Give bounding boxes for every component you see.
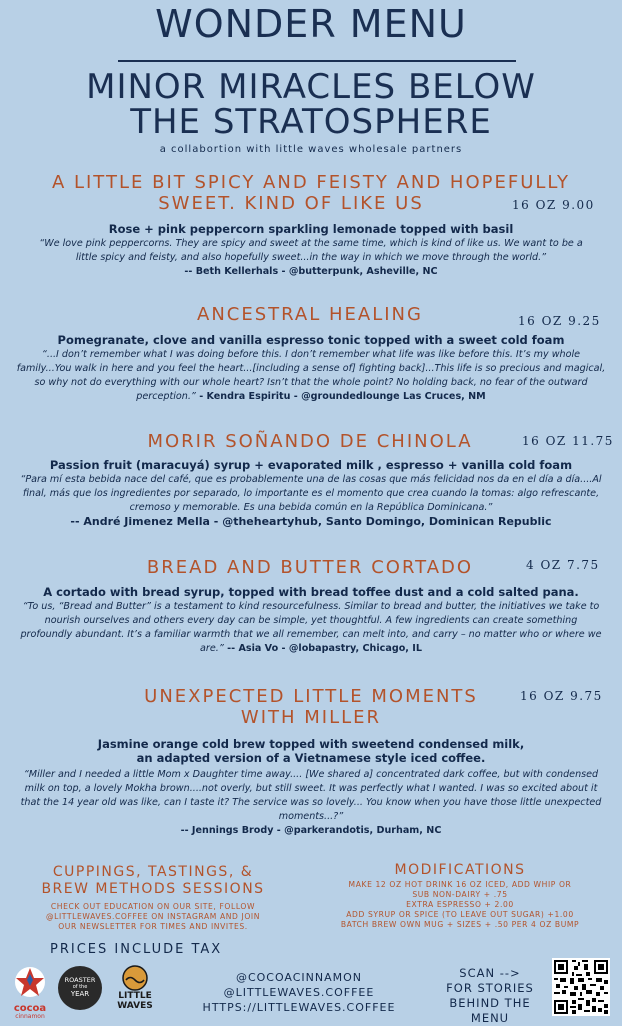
quote-text: “Para mí esta bebida nace del café, que es probablemente una de las cosas que más felicidad nos da en el día a día....Al final, más que los ingredientes por separado, lo importante es el momento que crea cuando la tomas: algo refrescante, cremoso y memorable. Es una bebida común en la República Dominicana.” [20,474,602,513]
title-divider [118,60,516,62]
drink-title-line: A LITTLE BIT SPICY AND FEISTY AND HOPEFULLY [51,172,571,193]
scan-line: SCAN --> [459,966,521,980]
scan-line: BEHIND THE MENU [449,996,531,1025]
scan-line: FOR STORIES [446,981,534,995]
cuppings-body [8,902,298,932]
drink-title-line: WITH MILLER [240,707,382,728]
cuppings-title [8,864,298,898]
menu-subtitle [0,67,622,142]
cuppings-body-line: OUR NEWSLETTER FOR TIMES AND INVITES. [58,922,248,931]
drink-quote [16,768,606,838]
social-links [168,970,430,1015]
drink-description: A cortado with bread syrup, topped with bread toffee dust and a cold salted pana. [43,585,579,599]
modifications-title: MODIFICATIONS [394,862,526,878]
cuppings-title-line: BREW METHODS SESSIONS [41,881,265,897]
drink-description: Pomegranate, clove and vanilla espresso tonic topped with a sweet cold foam [57,333,565,347]
modification-line: SUB NON-DAIRY + .75 [412,890,508,899]
drink-quote [30,237,592,279]
scan-callout [432,966,548,1026]
drink-price: 16 OZ 11.75 [522,434,614,448]
drink-title-line: UNEXPECTED LITTLE MOMENTS [144,686,478,707]
drink-description: Passion fruit (maracuyá) syrup + evaporated milk , espresso + vanilla cold foam [49,458,573,472]
drink-description: Rose + pink peppercorn sparkling lemonade topped with basil [108,222,514,236]
drink-price: 16 OZ 9.75 [520,689,603,703]
modification-line: ADD SYRUP OR SPICE (TO LEAVE OUT SUGAR) +1.00 [346,910,574,919]
instagram-handle[interactable]: @COCOACINNAMON [235,971,363,984]
logo-text: LITTLE [118,991,152,1001]
cocoa-cinnamon-logo [10,966,50,1020]
quote-credit: -- Jennings Brody - @parkerandotis, Durham, NC [180,825,442,836]
quote-credit: -- Beth Kellerhals - @butterpunk, Asheville, NC [184,266,438,277]
cuppings-body-line: @LITTLEWAVES.COFFEE ON INSTAGRAM AND JOIN [45,912,261,921]
subtitle-line-2: THE STRATOSPHERE [130,102,492,142]
drink-price: 16 OZ 9.25 [518,314,601,328]
badge-text: ROASTER [64,976,96,984]
menu-title: WONDER MENU [155,2,467,46]
qr-code-icon[interactable] [552,958,610,1016]
subtitle-line-1: MINOR MIRACLES BELOW [86,67,536,107]
quote-credit: -- Asia Vo - @lobapastry, Chicago, IL [223,643,422,654]
drink-quote [18,600,604,656]
drink-title: BREAD AND BUTTER CORTADO [146,557,474,578]
badge-text: YEAR [70,990,90,998]
cuppings-title-line: CUPPINGS, TASTINGS, & [52,864,254,880]
quote-text: “...I don’t remember what I was doing before this. I don’t remember what life was like before this. It’s my whole family...You walk in here and you feel the heart...[including a sense of] fighting back]...This life is so precious and magical, so why not do everything with our whole heart? Isn’t that the whole point? No holding back, no fear of the outward perception.” [16,349,606,402]
modification-line: BATCH BREW OWN MUG + SIZES + .50 PER 4 OZ BUMP [340,920,580,929]
modification-line: MAKE 12 OZ HOT DRINK 16 OZ ICED, ADD WHIP OR [348,880,572,889]
instagram-handle[interactable]: @LITTLEWAVES.COFFEE [223,986,375,999]
modification-line: EXTRA ESPRESSO + 2.00 [406,900,514,909]
logo-text: WAVES [117,1001,153,1011]
drink-title: ANCESTRAL HEALING [197,304,423,325]
drink-quote [16,473,606,530]
drink-description [12,737,610,765]
quote-credit: - Kendra Espiritu - @groundedlounge Las Cruces, NM [195,391,486,402]
website-link[interactable]: HTTPS://LITTLEWAVES.COFFEE [202,1001,396,1014]
description-line: an adapted version of a Vietnamese style iced coffee. [136,751,486,765]
drink-quote [16,348,606,404]
drink-price: 4 OZ 7.75 [526,558,600,572]
logo-text: cocoa [13,1003,47,1014]
quote-text: “We love pink peppercorns. They are spicy and sweet at the same time, which is kind of like us. We want to be a little spicy and feisty, and also hopefully sweet...in the way in which we move through the world.” [39,238,583,263]
badge-text: of the [72,984,88,990]
drink-title [96,686,526,728]
drink-title-line: SWEET. KIND OF LIKE US [158,193,424,214]
quote-text: “Miller and I needed a little Mom x Daughter time away.... [We shared a] concentrated dark coffee, but with condensed milk on top, a lovely Mokha brown....not overly, but still sweet. It was perfectly what I wanted. I was so excited about it that the 14 year old was like, can I taste it? The service was so lovely... You know when you have those little unexpected moments...?” [20,769,602,822]
description-line: Jasmine orange cold brew topped with sweetend condensed milk, [97,737,525,751]
little-waves-logo [110,964,160,1018]
quote-text: “To us, “Bread and Butter” is a testament to kind resourcefulness. Similar to bread and butter, the initiatives we take to nourish ourselves and others every day can be simple, yet thoughtful. A few ingredients can create something profoundly abundant. It’s a familiar warmth that we all remember, can melt into, and carry – no matter who or where we are.” [20,601,602,654]
drink-price: 16 OZ 9.00 [512,198,595,212]
drink-title: MORIR SOÑANDO DE CHINOLA [147,431,473,452]
quote-credit: -- André Jimenez Mella - @theheartyhub, Santo Domingo, Dominican Republic [70,515,552,528]
prices-include-tax: PRICES INCLUDE TAX [50,942,223,957]
modifications-body [318,880,602,930]
collab-note: a collabortion with little waves wholesale partners [159,144,463,155]
cuppings-body-line: CHECK OUT EDUCATION ON OUR SITE, FOLLOW [50,902,256,911]
logo-text: cinnamon [15,1013,45,1020]
roaster-of-year-badge [58,966,102,1010]
